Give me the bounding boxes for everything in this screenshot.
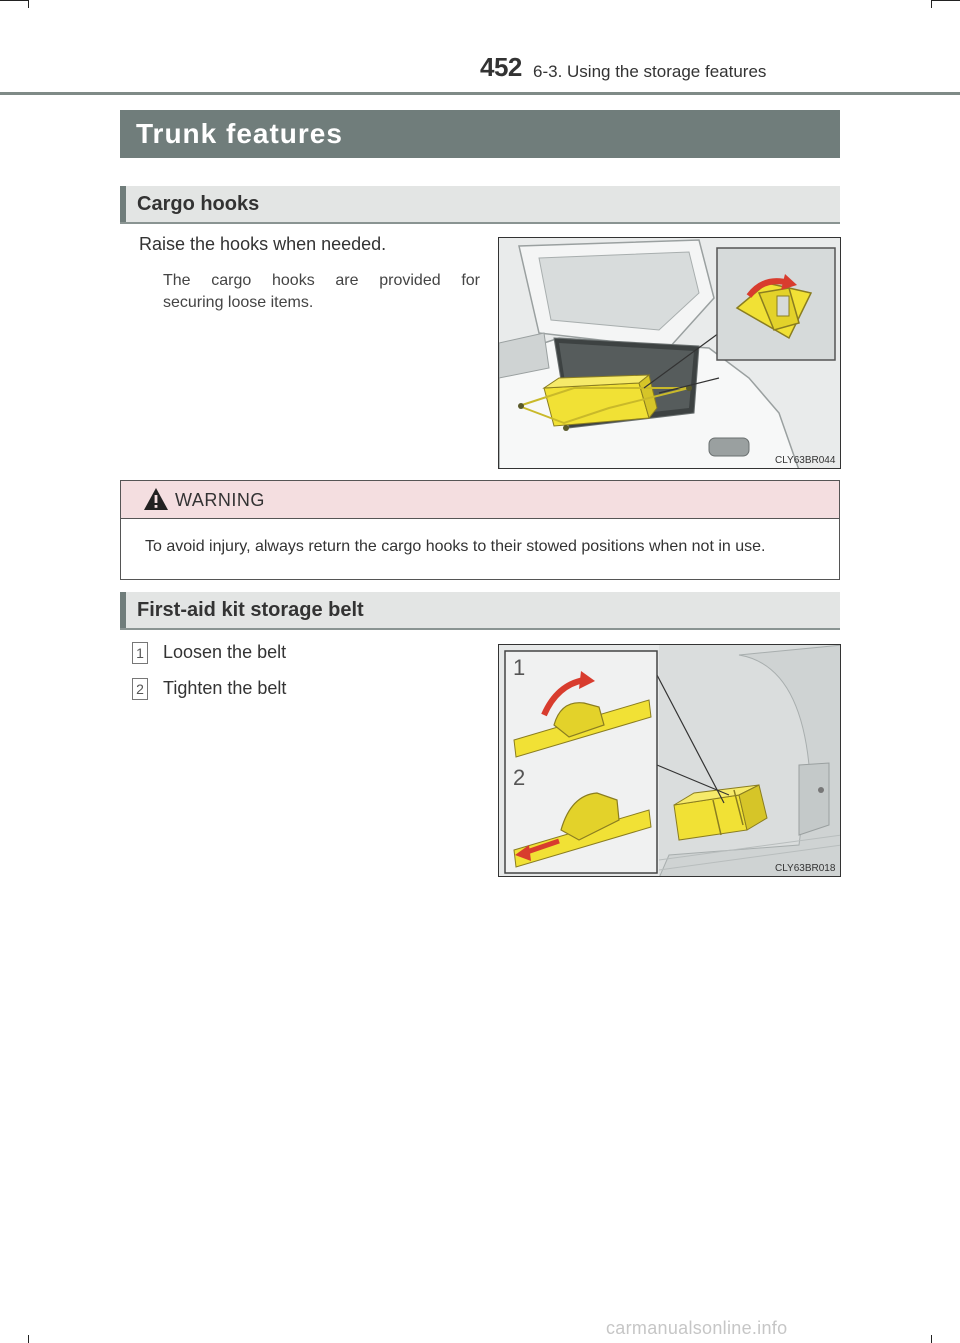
callout-1: 1	[513, 655, 526, 680]
header-rule	[0, 92, 960, 95]
heading-bar	[120, 592, 126, 628]
figure-code-first-aid: CLY63BR018	[775, 863, 836, 874]
warning-text: To avoid injury, always return the cargo hooks to their stowed positions when not in use.	[145, 538, 766, 555]
cargo-hooks-heading-text: Cargo hooks	[137, 193, 260, 215]
warning-triangle-icon	[143, 487, 169, 511]
first-aid-heading-text: First-aid kit storage belt	[137, 599, 364, 621]
crop-mark-top-right-v	[931, 0, 932, 8]
trunk-illustration-svg	[499, 238, 841, 469]
step-label-1: Loosen the belt	[163, 642, 287, 662]
cargo-hooks-instruction: Raise the hooks when needed.	[139, 234, 387, 254]
crop-mark-top-right-h	[932, 0, 960, 1]
page-title: Trunk features	[136, 118, 343, 149]
title-banner	[120, 110, 840, 158]
page-header	[0, 52, 960, 96]
warning-title: WARNING	[175, 490, 265, 510]
crop-mark-bottom-right-v	[931, 1335, 932, 1343]
step-number-2: 2	[132, 678, 148, 700]
page-number: 452	[480, 52, 522, 82]
crop-mark-bottom-left-v	[28, 1335, 29, 1343]
figure-code-cargo-hooks: CLY63BR044	[775, 455, 836, 466]
crop-mark-top-left-h	[0, 0, 28, 1]
belt-illustration-svg	[499, 645, 841, 877]
warning-header	[121, 481, 839, 519]
first-aid-belt-illustration	[498, 644, 841, 877]
step-number-1: 1	[132, 642, 148, 664]
warning-box	[120, 480, 840, 580]
first-aid-heading	[120, 592, 840, 630]
heading-bar	[120, 186, 126, 222]
step-label-2: Tighten the belt	[163, 678, 287, 698]
crop-mark-top-left-v	[28, 0, 29, 8]
cargo-hooks-heading	[120, 186, 840, 224]
trunk-cargo-hooks-illustration	[498, 237, 841, 469]
watermark: carmanualsonline.info	[606, 1318, 788, 1338]
cargo-hooks-note-line2: securing loose items.	[163, 294, 314, 311]
chapter-title: 6-3. Using the storage features	[533, 62, 767, 81]
callout-2: 2	[513, 765, 526, 790]
cargo-hooks-note-line1: The cargo hooks are provided for	[163, 272, 480, 289]
